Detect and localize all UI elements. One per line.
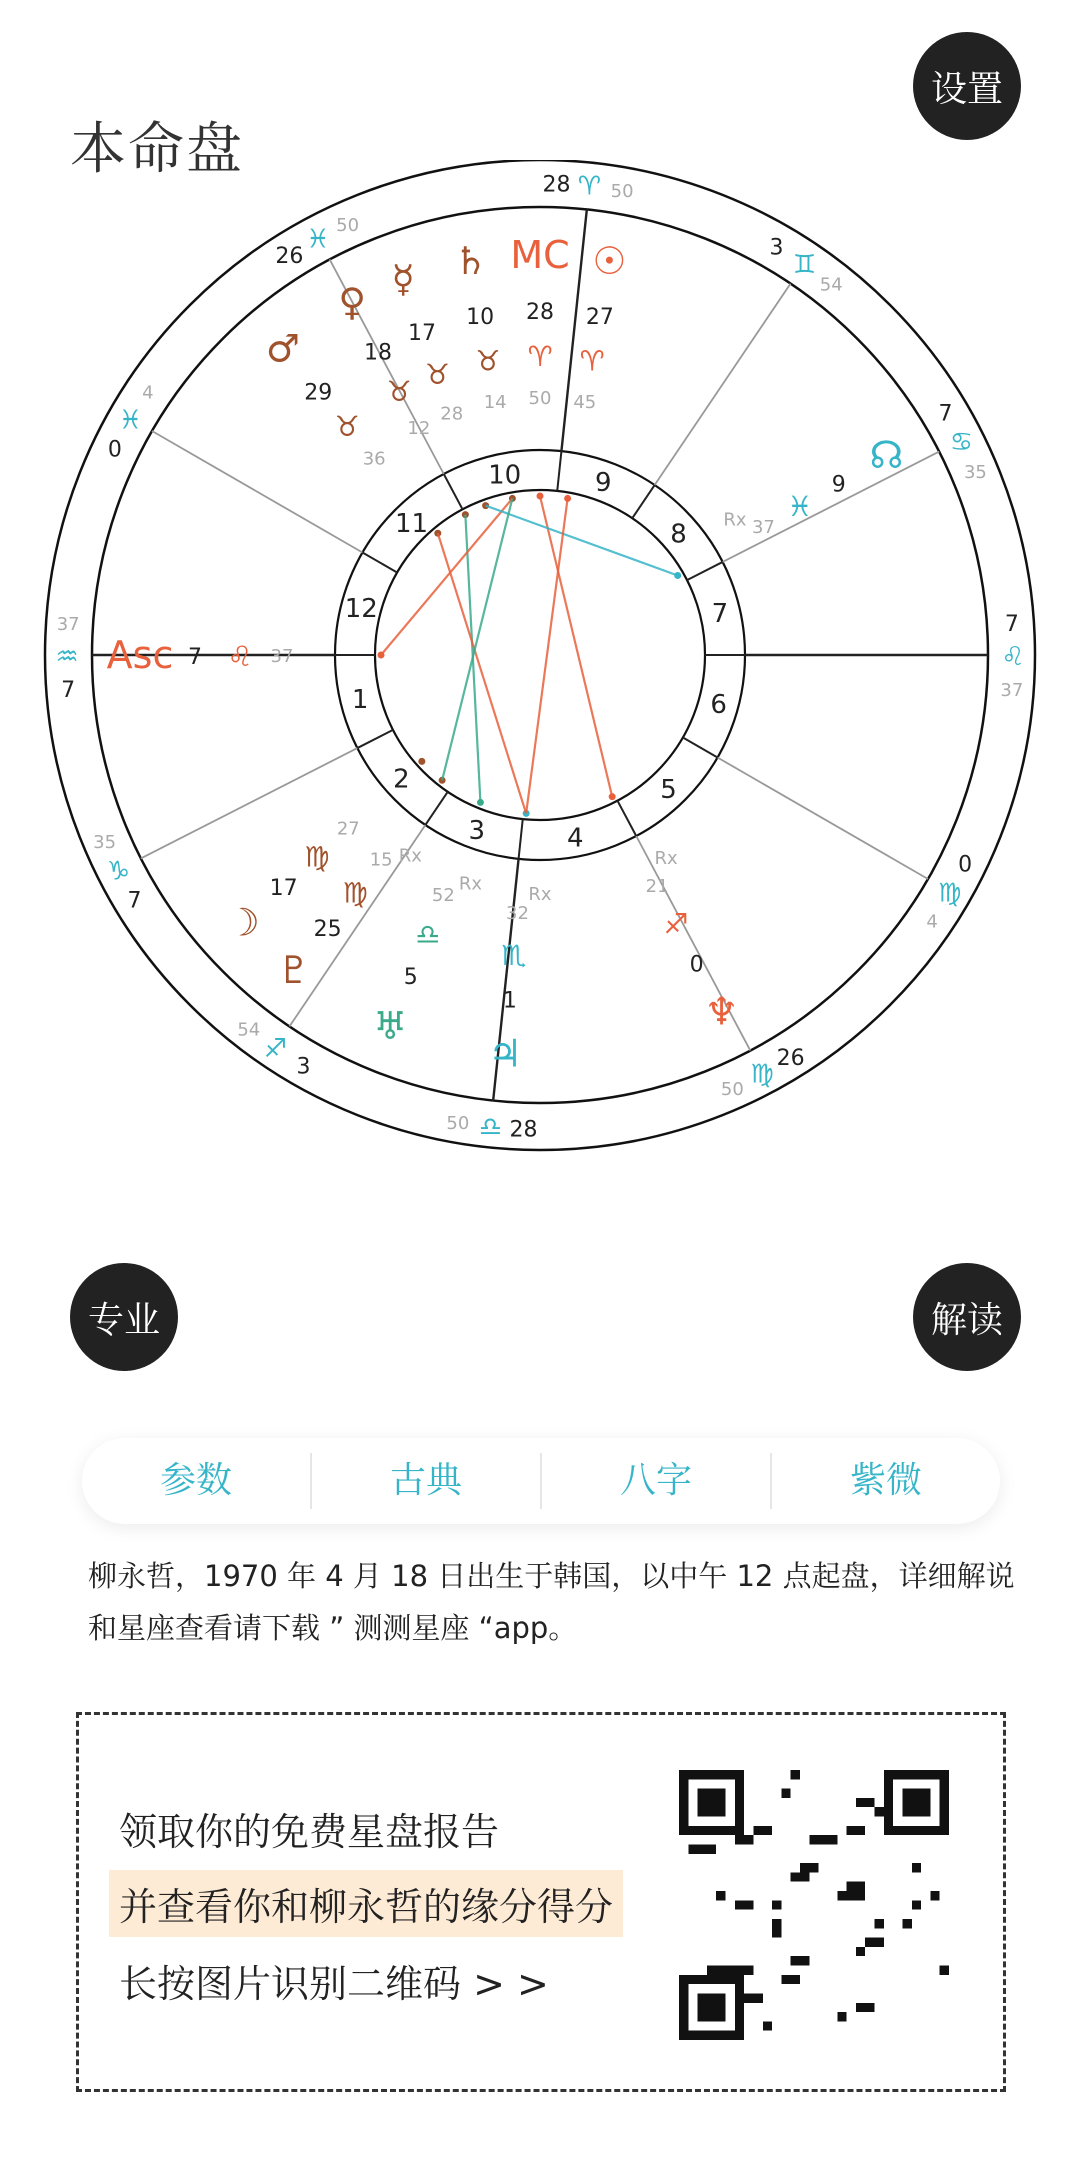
planet-sign-icon: ♍ (342, 876, 368, 910)
planet-degree: 18 (364, 340, 393, 366)
house-divider (687, 562, 723, 580)
house-divider (425, 792, 447, 825)
planet-glyph-icon: ♃ (488, 1031, 523, 1076)
cusp-minute: 50 (720, 1079, 744, 1101)
cusp-degree: 0 (107, 437, 122, 463)
planet-sign-icon: ♉ (475, 344, 501, 378)
planet-minute: 28 (440, 403, 464, 425)
tab-bar (82, 1438, 1000, 1524)
tab-params[interactable]: 参数 (159, 1460, 232, 1501)
planet-sign-icon: ♐ (663, 907, 689, 941)
planet-degree: 7 (188, 645, 202, 670)
house-divider (683, 738, 718, 758)
promo-line-match: 并查看你和柳永哲的缘分得分 (109, 1870, 623, 1937)
house-number: 7 (711, 598, 729, 629)
cusp-sign-icon: ♎ (478, 1112, 503, 1143)
house-cusp-line (718, 758, 928, 880)
planet-degree: 1 (502, 988, 517, 1014)
planet-glyph-icon: ☽ (225, 900, 260, 945)
retrograde-label: Rx (398, 845, 422, 867)
planet-sign-icon: ♈ (579, 344, 605, 378)
cusp-sign-icon: ♐ (263, 1034, 288, 1065)
planet-minute: 37 (751, 517, 775, 538)
house-number: 9 (595, 468, 612, 499)
wheel-ring (375, 490, 705, 820)
house-divider (632, 485, 654, 518)
planet-degree: 17 (408, 320, 437, 346)
house-number: 11 (394, 508, 429, 539)
cusp-degree: 26 (275, 243, 304, 269)
planet-glyph-icon: ♀ (338, 279, 367, 324)
planet-minute: 36 (362, 448, 386, 470)
cusp-sign-icon: ♒ (55, 642, 79, 672)
planet-sign-icon: ♉ (386, 375, 412, 409)
planet-marker-dot (418, 758, 425, 765)
cusp-sign-icon: ♊ (792, 249, 817, 280)
cusp-sign-icon: ♑ (106, 856, 131, 887)
promo-card[interactable] (76, 1712, 1006, 2092)
settings-button[interactable]: 设置 (913, 32, 1021, 140)
house-number: 6 (710, 689, 727, 720)
planet-minute: 37 (270, 646, 294, 667)
cusp-minute: 4 (142, 382, 154, 404)
house-number: 10 (488, 460, 522, 491)
planet-glyph-icon: ☉ (592, 239, 627, 284)
house-number: 1 (351, 685, 369, 716)
cusp-minute: 35 (963, 462, 987, 484)
house-divider (444, 474, 463, 509)
aspect-line (526, 498, 567, 813)
house-divider (557, 451, 561, 491)
planet-minute: 50 (528, 388, 552, 409)
planet-degree: 10 (466, 305, 495, 331)
cusp-sign-icon: ♍ (937, 878, 962, 909)
tab-classic[interactable]: 古典 (310, 1453, 540, 1509)
planet-glyph-icon: ♂ (265, 326, 300, 371)
tab-ziwei[interactable]: 紫微 (770, 1453, 1000, 1509)
planet-degree: 27 (585, 305, 614, 331)
promo-line-scan: 长按图片识别二维码 > > (119, 1962, 549, 2006)
planet-minute: 52 (431, 885, 455, 907)
planet-glyph-icon: ♅ (373, 1003, 408, 1048)
planet-minute: 14 (483, 391, 507, 413)
cusp-sign-icon: ♌ (1001, 642, 1025, 672)
planet-sign-icon: ♓ (787, 490, 813, 523)
planet-sign-icon: ♉ (334, 410, 360, 444)
cusp-minute: 37 (56, 614, 80, 636)
cusp-degree: 7 (1004, 612, 1019, 638)
natal-chart-wheel (0, 160, 1080, 1200)
aspect-line (486, 506, 678, 576)
cusp-degree: 3 (296, 1054, 311, 1080)
house-number: 4 (567, 823, 584, 854)
page-title: 本命盘 (70, 117, 244, 182)
planet-glyph-icon: ☊ (869, 433, 904, 477)
planet-glyph-icon: Asc (106, 633, 174, 677)
house-number: 3 (468, 815, 485, 846)
cusp-degree: 3 (769, 235, 784, 261)
house-number: 12 (344, 594, 378, 625)
planet-minute: 15 (369, 849, 393, 871)
aspect-line (438, 533, 526, 813)
planet-degree: 25 (313, 916, 342, 942)
cusp-minute: 54 (237, 1019, 261, 1041)
house-divider (357, 730, 393, 748)
planet-minute: 45 (573, 391, 597, 413)
cusp-minute: 50 (610, 181, 634, 203)
planet-minute: 12 (407, 418, 431, 440)
cusp-degree: 0 (958, 852, 973, 878)
cusp-degree: 28 (542, 172, 571, 198)
planet-degree: 17 (269, 875, 298, 901)
planet-degree: 5 (403, 964, 418, 990)
house-number: 5 (660, 775, 677, 806)
planet-glyph-icon: MC (510, 233, 570, 277)
chart-description: 柳永哲，1970 年 4 月 18 日出生于韩国，以中午 12 点起盘，详细解说和星座查看请下载 ” 测测星座 “app。 (88, 1559, 1015, 1645)
cusp-degree: 28 (509, 1117, 538, 1143)
retrograde-label: Rx (654, 847, 678, 869)
cusp-degree: 7 (938, 401, 953, 427)
house-number: 2 (393, 764, 410, 795)
house-cusp-line (152, 431, 362, 553)
house-divider (519, 819, 523, 859)
cusp-degree: 7 (127, 888, 142, 914)
planet-sign-icon: ♍ (304, 840, 330, 874)
planet-sign-icon: ♏ (501, 938, 527, 972)
cusp-minute: 37 (1000, 679, 1024, 701)
cusp-sign-icon: ♈ (577, 171, 602, 202)
planet-sign-icon: ♎ (415, 918, 441, 952)
retrograde-label: Rx (458, 873, 483, 895)
planet-sign-icon: ♌ (227, 640, 253, 673)
aspect-line (540, 496, 612, 797)
house-divider (617, 801, 636, 836)
retrograde-label: Rx (528, 884, 552, 905)
planet-glyph-icon: ♆ (704, 989, 739, 1034)
cusp-sign-icon: ♓ (306, 224, 330, 255)
house-cusp-line (723, 452, 940, 562)
qr-code-image[interactable] (679, 1770, 949, 2040)
cusp-minute: 50 (446, 1112, 470, 1134)
planet-minute: 32 (506, 903, 529, 925)
planet-minute: 21 (645, 875, 669, 897)
planet-degree: 9 (831, 472, 846, 498)
house-number: 8 (670, 519, 687, 550)
cusp-degree: 7 (61, 677, 76, 703)
interpret-button[interactable]: 解读 (913, 1263, 1021, 1371)
planet-glyph-icon: ♄ (453, 239, 488, 284)
cusp-sign-icon: ♋ (949, 427, 974, 458)
house-divider (362, 553, 397, 573)
tab-bazi[interactable]: 八字 (540, 1453, 770, 1509)
cusp-degree: 26 (776, 1046, 805, 1072)
cusp-minute: 50 (336, 214, 360, 236)
planet-sign-icon: ♉ (424, 358, 450, 392)
cusp-sign-icon: ♓ (118, 405, 143, 436)
pro-button[interactable]: 专业 (70, 1263, 178, 1371)
planet-degree: 0 (689, 952, 704, 978)
cusp-minute: 54 (819, 274, 843, 296)
cusp-minute: 4 (926, 911, 938, 933)
promo-line-report: 领取你的免费星盘报告 (119, 1810, 500, 1854)
cusp-minute: 35 (93, 831, 117, 853)
house-cusp-line (655, 284, 791, 485)
planet-degree: 28 (526, 300, 554, 325)
planet-glyph-icon: ☿ (391, 257, 415, 302)
retrograde-label: Rx (723, 509, 747, 531)
planet-sign-icon: ♈ (527, 340, 553, 373)
planet-glyph-icon: ♇ (276, 948, 311, 993)
cusp-sign-icon: ♍ (750, 1059, 774, 1090)
planet-minute: 27 (336, 818, 360, 840)
planet-degree: 29 (304, 380, 333, 406)
